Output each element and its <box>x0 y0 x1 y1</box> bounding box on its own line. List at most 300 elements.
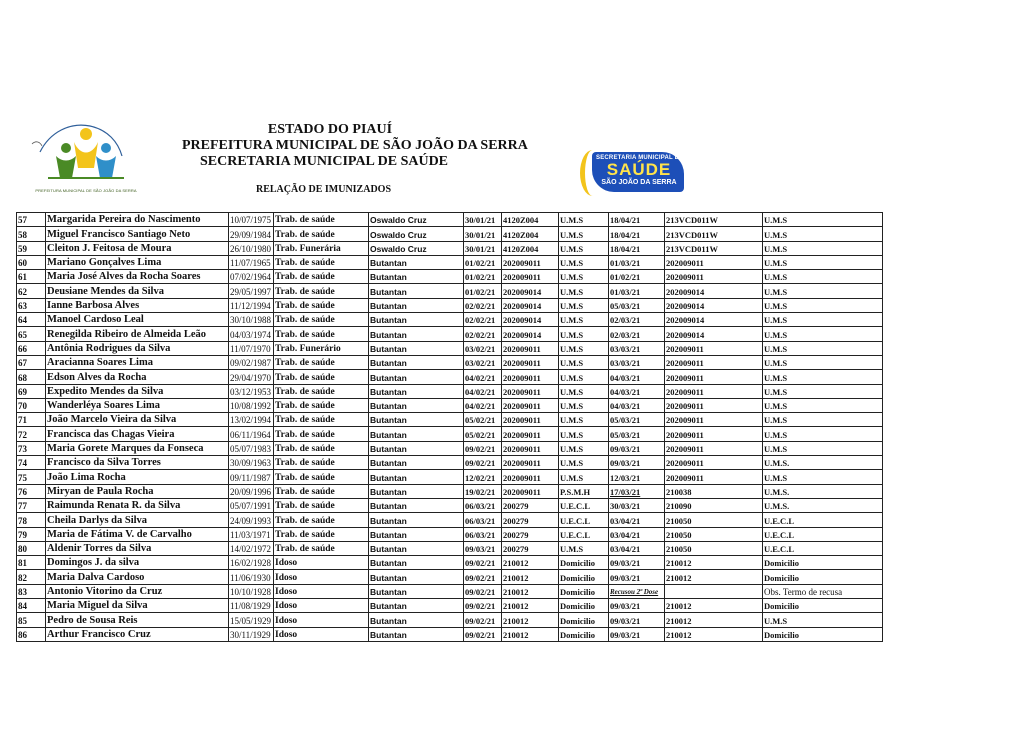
person-name: Domingos J. da silva <box>46 556 229 570</box>
priority-group: Trab. Funerária <box>274 241 369 255</box>
logo-top-text: SECRETARIA MUNICIPAL DE <box>596 155 684 161</box>
second-dose-location: Domicilio <box>763 570 883 584</box>
second-dose-location: U.M.S <box>763 241 883 255</box>
birth-date: 11/12/1994 <box>229 298 274 312</box>
first-dose-date: 09/02/21 <box>464 613 502 627</box>
priority-group: Trab. de saúde <box>274 284 369 298</box>
second-dose-date: 17/03/21 <box>609 484 665 498</box>
vaccine-lab: Butantan <box>369 527 464 541</box>
first-dose-location: P.S.M.H <box>559 484 609 498</box>
first-dose-date: 09/02/21 <box>464 584 502 598</box>
table-row <box>17 498 883 512</box>
logo-sub-text: SÃO JOÃO DA SERRA <box>601 179 677 186</box>
second-dose-lot: 202009011 <box>665 413 763 427</box>
person-name: Cheila Darlys da Silva <box>46 513 229 527</box>
vaccine-lab: Butantan <box>369 513 464 527</box>
table-row <box>17 413 883 427</box>
table-row <box>17 570 883 584</box>
person-name: Maria Gorete Marques da Fonseca <box>46 441 229 455</box>
table-row <box>17 541 883 555</box>
second-dose-lot: 210050 <box>665 513 763 527</box>
person-name: Antônia Rodrigues da Silva <box>46 341 229 355</box>
second-dose-location: U.M.S <box>763 298 883 312</box>
first-dose-location: Domicilio <box>559 613 609 627</box>
first-dose-lot: 202009014 <box>502 298 559 312</box>
state-title: ESTADO DO PIAUÍ <box>267 122 393 137</box>
birth-date: 11/06/1930 <box>229 570 274 584</box>
first-dose-lot: 202009014 <box>502 313 559 327</box>
first-dose-lot: 202009011 <box>502 370 559 384</box>
first-dose-location: U.E.C.L <box>559 527 609 541</box>
priority-group: Idoso <box>274 556 369 570</box>
row-number: 67 <box>17 355 46 369</box>
row-number: 76 <box>17 484 46 498</box>
second-dose-lot: 202009011 <box>665 370 763 384</box>
first-dose-lot: 202009011 <box>502 384 559 398</box>
table-row <box>17 384 883 398</box>
vaccine-lab: Butantan <box>369 255 464 269</box>
first-dose-location: U.M.S <box>559 284 609 298</box>
vaccine-lab: Butantan <box>369 284 464 298</box>
row-number: 82 <box>17 570 46 584</box>
first-dose-location: U.M.S <box>559 241 609 255</box>
birth-date: 14/02/1972 <box>229 541 274 555</box>
second-dose-date: 04/03/21 <box>609 384 665 398</box>
vaccine-lab: Butantan <box>369 427 464 441</box>
birth-date: 20/09/1996 <box>229 484 274 498</box>
second-dose-lot: 202009014 <box>665 298 763 312</box>
row-number: 80 <box>17 541 46 555</box>
priority-group: Trab. de saúde <box>274 470 369 484</box>
table-row <box>17 599 883 613</box>
birth-date: 06/11/1964 <box>229 427 274 441</box>
first-dose-date: 09/02/21 <box>464 456 502 470</box>
first-dose-date: 09/02/21 <box>464 599 502 613</box>
birth-date: 30/09/1963 <box>229 456 274 470</box>
person-name: Francisco da Silva Torres <box>46 456 229 470</box>
table-row <box>17 627 883 641</box>
priority-group: Trab. de saúde <box>274 413 369 427</box>
vaccine-lab: Butantan <box>369 355 464 369</box>
vaccine-lab: Butantan <box>369 413 464 427</box>
second-dose-location: U.M.S <box>763 413 883 427</box>
row-number: 73 <box>17 441 46 455</box>
table-row <box>17 484 883 498</box>
vaccine-lab: Butantan <box>369 584 464 598</box>
birth-date: 29/05/1997 <box>229 284 274 298</box>
person-name: João Lima Rocha <box>46 470 229 484</box>
second-dose-lot: 210012 <box>665 627 763 641</box>
second-dose-date: 18/04/21 <box>609 227 665 241</box>
birth-date: 24/09/1993 <box>229 513 274 527</box>
second-dose-lot: 202009011 <box>665 398 763 412</box>
second-dose-location: U.M.S. <box>763 484 883 498</box>
priority-group: Idoso <box>274 599 369 613</box>
first-dose-location: U.M.S <box>559 456 609 470</box>
second-dose-lot: 210050 <box>665 541 763 555</box>
second-dose-date: Recusou 2ª Dose <box>609 584 665 598</box>
priority-group: Idoso <box>274 627 369 641</box>
municipality-logo <box>30 112 142 198</box>
first-dose-date: 02/02/21 <box>464 313 502 327</box>
second-dose-location: U.M.S <box>763 327 883 341</box>
second-dose-lot: 202009011 <box>665 355 763 369</box>
first-dose-date: 09/02/21 <box>464 570 502 584</box>
birth-date: 16/02/1928 <box>229 556 274 570</box>
priority-group: Trab. de saúde <box>274 227 369 241</box>
second-dose-lot: 210012 <box>665 613 763 627</box>
row-number: 65 <box>17 327 46 341</box>
vaccine-lab: Oswaldo Cruz <box>369 241 464 255</box>
first-dose-lot: 202009011 <box>502 456 559 470</box>
secretaria-title: SECRETARIA MUNICIPAL DE SAÚDE <box>200 154 449 169</box>
second-dose-date: 03/04/21 <box>609 541 665 555</box>
second-dose-location: U.M.S. <box>763 456 883 470</box>
second-dose-date: 18/04/21 <box>609 241 665 255</box>
second-dose-location: U.M.S <box>763 313 883 327</box>
second-dose-date: 02/03/21 <box>609 327 665 341</box>
second-dose-date: 05/03/21 <box>609 427 665 441</box>
birth-date: 05/07/1983 <box>229 441 274 455</box>
first-dose-location: U.M.S <box>559 441 609 455</box>
person-name: Wanderléya Soares Lima <box>46 398 229 412</box>
second-dose-location: U.M.S <box>763 441 883 455</box>
first-dose-location: U.M.S <box>559 298 609 312</box>
first-dose-lot: 4120Z004 <box>502 227 559 241</box>
first-dose-lot: 202009011 <box>502 255 559 269</box>
table-row <box>17 456 883 470</box>
second-dose-date: 03/03/21 <box>609 355 665 369</box>
first-dose-location: U.M.S <box>559 341 609 355</box>
table-row <box>17 313 883 327</box>
second-dose-location: U.M.S <box>763 341 883 355</box>
vaccine-lab: Butantan <box>369 599 464 613</box>
second-dose-lot: 202009014 <box>665 313 763 327</box>
second-dose-location: Domicilio <box>763 599 883 613</box>
vaccine-lab: Butantan <box>369 541 464 555</box>
birth-date: 30/10/1988 <box>229 313 274 327</box>
first-dose-lot: 200279 <box>502 541 559 555</box>
vaccine-lab: Oswaldo Cruz <box>369 227 464 241</box>
second-dose-location: U.E.C.L <box>763 541 883 555</box>
priority-group: Trab. de saúde <box>274 213 369 227</box>
birth-date: 11/07/1970 <box>229 341 274 355</box>
first-dose-date: 04/02/21 <box>464 384 502 398</box>
first-dose-location: U.M.S <box>559 313 609 327</box>
row-number: 75 <box>17 470 46 484</box>
first-dose-lot: 202009011 <box>502 470 559 484</box>
first-dose-location: U.M.S <box>559 470 609 484</box>
table-row <box>17 441 883 455</box>
vaccine-lab: Butantan <box>369 398 464 412</box>
birth-date: 11/08/1929 <box>229 599 274 613</box>
first-dose-location: Domicilio <box>559 556 609 570</box>
second-dose-date: 03/03/21 <box>609 341 665 355</box>
first-dose-location: U.E.C.L <box>559 513 609 527</box>
first-dose-date: 19/02/21 <box>464 484 502 498</box>
row-number: 59 <box>17 241 46 255</box>
second-dose-lot: 202009011 <box>665 270 763 284</box>
vaccine-lab: Butantan <box>369 470 464 484</box>
first-dose-date: 02/02/21 <box>464 327 502 341</box>
first-dose-date: 03/02/21 <box>464 355 502 369</box>
row-number: 85 <box>17 613 46 627</box>
second-dose-location: U.M.S <box>763 284 883 298</box>
row-number: 74 <box>17 456 46 470</box>
first-dose-location: Domicilio <box>559 627 609 641</box>
row-number: 81 <box>17 556 46 570</box>
person-name: Manoel Cardoso Leal <box>46 313 229 327</box>
person-name: Expedito Mendes da Silva <box>46 384 229 398</box>
person-name: Mariano Gonçalves Lima <box>46 255 229 269</box>
table-row <box>17 270 883 284</box>
table-row <box>17 427 883 441</box>
person-name: Deusiane Mendes da Silva <box>46 284 229 298</box>
second-dose-date: 09/03/21 <box>609 456 665 470</box>
report-title: RELAÇÃO DE IMUNIZADOS <box>256 184 392 195</box>
first-dose-location: U.E.C.L <box>559 498 609 512</box>
second-dose-location: U.M.S <box>763 384 883 398</box>
second-dose-lot: 213VCD011W <box>665 213 763 227</box>
first-dose-date: 06/03/21 <box>464 513 502 527</box>
first-dose-date: 06/03/21 <box>464 527 502 541</box>
second-dose-lot: 202009014 <box>665 327 763 341</box>
first-dose-location: U.M.S <box>559 255 609 269</box>
first-dose-date: 03/02/21 <box>464 341 502 355</box>
first-dose-location: U.M.S <box>559 355 609 369</box>
first-dose-location: U.M.S <box>559 270 609 284</box>
first-dose-date: 30/01/21 <box>464 241 502 255</box>
person-name: Margarida Pereira do Nascimento <box>46 213 229 227</box>
second-dose-lot: 202009011 <box>665 470 763 484</box>
vaccine-lab: Butantan <box>369 298 464 312</box>
second-dose-location: Obs. Termo de recusa <box>763 584 883 598</box>
first-dose-location: U.M.S <box>559 541 609 555</box>
priority-group: Trab. de saúde <box>274 427 369 441</box>
first-dose-date: 01/02/21 <box>464 255 502 269</box>
row-number: 84 <box>17 599 46 613</box>
row-number: 83 <box>17 584 46 598</box>
second-dose-date: 12/03/21 <box>609 470 665 484</box>
person-name: Ianne Barbosa Alves <box>46 298 229 312</box>
person-name: Aldenir Torres da Silva <box>46 541 229 555</box>
second-dose-date: 01/03/21 <box>609 255 665 269</box>
logo-main-text: SAÚDE <box>606 160 672 179</box>
second-dose-date: 05/03/21 <box>609 298 665 312</box>
second-dose-date: 18/04/21 <box>609 213 665 227</box>
birth-date: 09/02/1987 <box>229 355 274 369</box>
vaccine-lab: Butantan <box>369 441 464 455</box>
row-number: 64 <box>17 313 46 327</box>
first-dose-date: 06/03/21 <box>464 498 502 512</box>
priority-group: Trab. de saúde <box>274 313 369 327</box>
first-dose-date: 30/01/21 <box>464 213 502 227</box>
first-dose-date: 30/01/21 <box>464 227 502 241</box>
row-number: 70 <box>17 398 46 412</box>
second-dose-lot: 213VCD011W <box>665 241 763 255</box>
first-dose-location: U.M.S <box>559 427 609 441</box>
priority-group: Trab. de saúde <box>274 456 369 470</box>
first-dose-location: U.M.S <box>559 227 609 241</box>
table-row <box>17 556 883 570</box>
vaccine-lab: Butantan <box>369 556 464 570</box>
second-dose-location: U.M.S <box>763 370 883 384</box>
second-dose-location: U.M.S. <box>763 498 883 512</box>
second-dose-location: Domicilio <box>763 556 883 570</box>
second-dose-location: U.M.S <box>763 470 883 484</box>
first-dose-lot: 202009011 <box>502 484 559 498</box>
birth-date: 10/10/1928 <box>229 584 274 598</box>
first-dose-location: U.M.S <box>559 327 609 341</box>
left-logo-caption: PREFEITURA MUNICIPAL DE SÃO JOÃO DA SERRA <box>35 188 137 193</box>
second-dose-date: 04/03/21 <box>609 370 665 384</box>
first-dose-lot: 210012 <box>502 613 559 627</box>
first-dose-lot: 202009011 <box>502 270 559 284</box>
people-heart-icon <box>30 112 142 188</box>
person-name: Arthur Francisco Cruz <box>46 627 229 641</box>
first-dose-date: 04/02/21 <box>464 370 502 384</box>
birth-date: 10/07/1975 <box>229 213 274 227</box>
birth-date: 04/03/1974 <box>229 327 274 341</box>
birth-date: 11/03/1971 <box>229 527 274 541</box>
second-dose-date: 09/03/21 <box>609 570 665 584</box>
first-dose-location: U.M.S <box>559 370 609 384</box>
birth-date: 05/07/1991 <box>229 498 274 512</box>
priority-group: Trab. de saúde <box>274 270 369 284</box>
second-dose-location: U.E.C.L <box>763 527 883 541</box>
second-dose-date: 03/04/21 <box>609 513 665 527</box>
birth-date: 09/11/1987 <box>229 470 274 484</box>
first-dose-location: Domicilio <box>559 570 609 584</box>
second-dose-date: 02/03/21 <box>609 313 665 327</box>
row-number: 61 <box>17 270 46 284</box>
second-dose-location: U.M.S <box>763 427 883 441</box>
row-number: 68 <box>17 370 46 384</box>
row-number: 57 <box>17 213 46 227</box>
first-dose-lot: 210012 <box>502 584 559 598</box>
first-dose-lot: 200279 <box>502 498 559 512</box>
birth-date: 15/05/1929 <box>229 613 274 627</box>
priority-group: Idoso <box>274 613 369 627</box>
second-dose-lot: 210012 <box>665 599 763 613</box>
second-dose-date: 09/03/21 <box>609 613 665 627</box>
second-dose-date: 09/03/21 <box>609 627 665 641</box>
vaccine-lab: Butantan <box>369 384 464 398</box>
first-dose-location: U.M.S <box>559 413 609 427</box>
row-number: 86 <box>17 627 46 641</box>
priority-group: Trab. de saúde <box>274 541 369 555</box>
first-dose-location: Domicilio <box>559 584 609 598</box>
immunized-table <box>16 212 883 642</box>
row-number: 62 <box>17 284 46 298</box>
first-dose-lot: 202009014 <box>502 284 559 298</box>
second-dose-location: U.E.C.L <box>763 513 883 527</box>
second-dose-location: U.M.S <box>763 255 883 269</box>
row-number: 66 <box>17 341 46 355</box>
first-dose-date: 01/02/21 <box>464 284 502 298</box>
table-row <box>17 327 883 341</box>
priority-group: Trab. de saúde <box>274 384 369 398</box>
second-dose-lot: 202009011 <box>665 255 763 269</box>
birth-date: 29/04/1970 <box>229 370 274 384</box>
second-dose-date: 30/03/21 <box>609 498 665 512</box>
person-name: Miguel Francisco Santiago Neto <box>46 227 229 241</box>
vaccine-lab: Butantan <box>369 498 464 512</box>
table-row <box>17 341 883 355</box>
second-dose-date: 01/02/21 <box>609 270 665 284</box>
table-row <box>17 213 883 227</box>
second-dose-date: 04/03/21 <box>609 398 665 412</box>
row-number: 78 <box>17 513 46 527</box>
second-dose-location: U.M.S <box>763 613 883 627</box>
table-row <box>17 284 883 298</box>
first-dose-lot: 202009011 <box>502 398 559 412</box>
row-number: 79 <box>17 527 46 541</box>
second-dose-lot: 202009011 <box>665 441 763 455</box>
priority-group: Trab. de saúde <box>274 498 369 512</box>
vaccine-lab: Butantan <box>369 370 464 384</box>
table-row <box>17 255 883 269</box>
birth-date: 13/02/1994 <box>229 413 274 427</box>
person-name: Edson Alves da Rocha <box>46 370 229 384</box>
person-name: João Marcelo Vieira da Silva <box>46 413 229 427</box>
first-dose-lot: 200279 <box>502 513 559 527</box>
first-dose-date: 09/02/21 <box>464 441 502 455</box>
second-dose-date: 03/04/21 <box>609 527 665 541</box>
priority-group: Trab. de saúde <box>274 484 369 498</box>
table-row <box>17 227 883 241</box>
second-dose-lot: 210038 <box>665 484 763 498</box>
birth-date: 26/10/1980 <box>229 241 274 255</box>
table-row <box>17 470 883 484</box>
first-dose-date: 05/02/21 <box>464 413 502 427</box>
first-dose-date: 02/02/21 <box>464 298 502 312</box>
birth-date: 03/12/1953 <box>229 384 274 398</box>
first-dose-lot: 202009011 <box>502 341 559 355</box>
first-dose-date: 09/02/21 <box>464 627 502 641</box>
second-dose-lot: 210050 <box>665 527 763 541</box>
first-dose-date: 05/02/21 <box>464 427 502 441</box>
priority-group: Trab. de saúde <box>274 441 369 455</box>
priority-group: Trab. Funerário <box>274 341 369 355</box>
second-dose-location: U.M.S <box>763 227 883 241</box>
priority-group: Idoso <box>274 584 369 598</box>
first-dose-lot: 210012 <box>502 556 559 570</box>
second-dose-lot: 202009014 <box>665 284 763 298</box>
person-name: Pedro de Sousa Reis <box>46 613 229 627</box>
first-dose-date: 09/03/21 <box>464 541 502 555</box>
table-row <box>17 298 883 312</box>
second-dose-date: 09/03/21 <box>609 599 665 613</box>
person-name: Maria José Alves da Rocha Soares <box>46 270 229 284</box>
second-dose-date: 01/03/21 <box>609 284 665 298</box>
row-number: 77 <box>17 498 46 512</box>
birth-date: 30/11/1929 <box>229 627 274 641</box>
first-dose-location: U.M.S <box>559 213 609 227</box>
row-number: 58 <box>17 227 46 241</box>
person-name: Raimunda Renata R. da Silva <box>46 498 229 512</box>
priority-group: Trab. de saúde <box>274 513 369 527</box>
second-dose-lot: 210012 <box>665 570 763 584</box>
priority-group: Trab. de saúde <box>274 298 369 312</box>
second-dose-lot: 202009011 <box>665 427 763 441</box>
priority-group: Idoso <box>274 570 369 584</box>
table-row <box>17 370 883 384</box>
first-dose-location: U.M.S <box>559 398 609 412</box>
first-dose-lot: 200279 <box>502 527 559 541</box>
second-dose-location: U.M.S <box>763 270 883 284</box>
document-header <box>160 122 540 195</box>
